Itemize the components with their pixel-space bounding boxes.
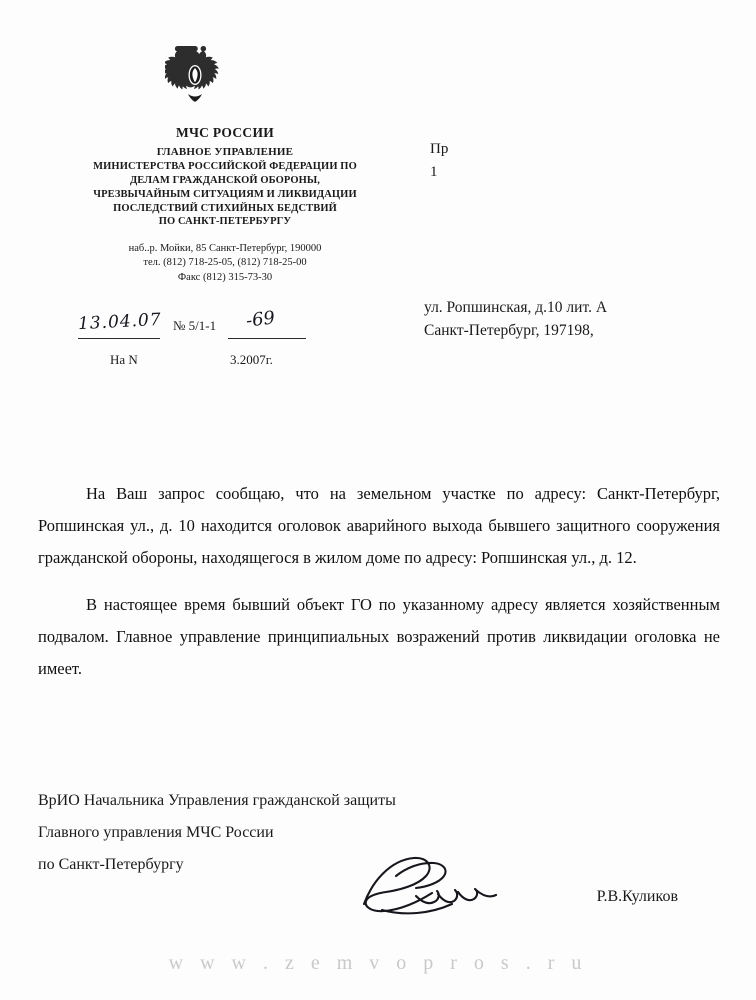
- signatory-name: Р.В.Куликов: [596, 888, 678, 905]
- reference-number-label: № 5/1-1: [173, 318, 217, 333]
- letterhead-name-line-5: ПО САНКТ-ПЕТЕРБУРГУ: [158, 216, 292, 228]
- watermark: w w w . z e m v o p r o s . r u: [168, 952, 588, 974]
- signature-icon: [352, 852, 542, 922]
- letterhead-phone: тел. (812) 718-25-05, (812) 718-25-00: [143, 257, 307, 269]
- signatory-title-line-2: Главного управления МЧС России: [38, 824, 274, 841]
- addressee-address: [424, 296, 744, 343]
- on-n-label: На N: [110, 352, 138, 367]
- on-n-date: 3.2007г.: [230, 352, 273, 367]
- addressee-city: Санкт-Петербург, 197198,: [424, 322, 594, 340]
- addressee-clipped-line-1: Пр: [430, 141, 449, 157]
- letter-body: [38, 478, 720, 699]
- letterhead-name-line-4: ПОСЛЕДСТВИЙ СТИХИЙНЫХ БЕДСТВИЙ: [113, 202, 337, 214]
- letterhead-ministry: МЧС РОССИИ: [175, 125, 275, 140]
- signatory-title-line-3: по Санкт-Петербургу: [38, 856, 184, 873]
- date-rule: [78, 338, 160, 339]
- addressee-clipped-line-2: 1: [430, 163, 438, 180]
- letterhead-address: наб..р. Мойки, 85 Санкт-Петербург, 190000: [128, 243, 322, 255]
- addressee-clipped: [430, 138, 730, 183]
- letterhead-name-line-3: ЧРЕЗВЫЧАЙНЫМ СИТУАЦИЯМ И ЛИКВИДАЦИИ: [93, 188, 357, 200]
- emblem-icon: [165, 42, 225, 104]
- letterhead-fax: Факс (812) 315-73-30: [177, 271, 273, 283]
- body-paragraph-2: В настоящее время бывший объект ГО по указанному адресу является хозяйственным подвалом. Главное управление принципиальных возражений против ликвидации оголовка не имеет.: [38, 594, 720, 678]
- addressee-street: ул. Ропшинская, д.10 лит. А: [424, 299, 608, 316]
- letterhead: [60, 125, 390, 285]
- letterhead-name-line-2: ДЕЛАМ ГРАЖДАНСКОЙ ОБОРОНЫ,: [129, 174, 321, 186]
- body-paragraph-1: На Ваш запрос сообщаю, что на земельном участке по адресу: Санкт-Петербург, Ропшинская ул., д. 10 находится оголовок аварийного выхода бывшего защитного сооружения гражданской обороны, находящегося в жилом доме по адресу: Ропшинская ул., д. 12.: [38, 484, 720, 568]
- letterhead-main-department: ГЛАВНОЕ УПРАВЛЕНИЕ: [156, 146, 294, 158]
- number-rule: [228, 338, 306, 339]
- handwritten-date: 13.04.07: [77, 309, 163, 335]
- reference-row: [77, 307, 368, 367]
- letterhead-name-line-1: МИНИСТЕРСТВА РОССИЙСКОЙ ФЕДЕРАЦИИ ПО: [93, 161, 357, 172]
- handwritten-number: -69: [244, 307, 277, 332]
- signatory-title-line-1: ВрИО Начальника Управления гражданской защиты: [38, 792, 396, 809]
